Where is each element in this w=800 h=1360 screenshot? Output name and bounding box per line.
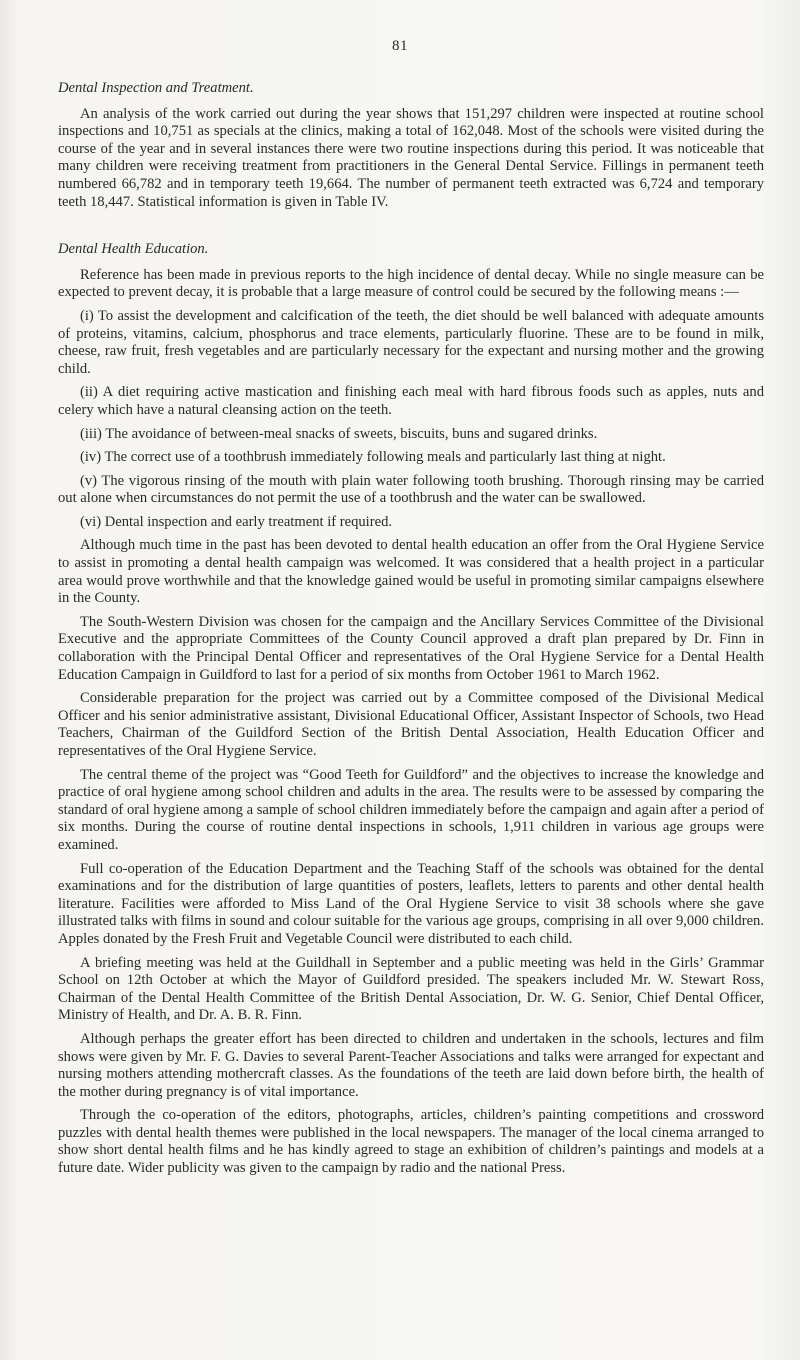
paragraph: The central theme of the project was “Good Teeth for Guildford” and the objectives to increase the knowledge and practice of oral hygiene among school children and adults in the area. The results were to be assessed by comparing the standard of oral hygiene among a sample of school children immediately before the campaign and again after a period of six months. During the course of routine dental inspections in schools, 1,911 children in various age groups were examined. [58,766,764,853]
paragraph: Although much time in the past has been devoted to dental health education an offer from the Oral Hygiene Service to assist in promoting a dental health campaign was welcomed. It was considered that a health project in a particular area would prove worthwhile and that the knowledge gained would be useful in promoting similar campaigns elsewhere in the County. [58,537,764,607]
paragraph: Through the co-operation of the editors, photographs, articles, children’s painting competitions and crossword puzzles with dental health themes were published in the local newspapers. The manager of the local cinema arranged to show short dental health films and he has kindly agreed to stage an exhibition of children’s paintings and models at a future date. Wider publicity was given to the campaign by radio and the national Press. [58,1107,764,1177]
paragraph-intro: Reference has been made in previous reports to the high incidence of dental decay. While no single measure can be expected to prevent decay, it is probable that a large measure of control could be secured by the following means :— [58,266,764,301]
paragraph: A briefing meeting was held at the Guildhall in September and a public meeting was held in the Girls’ Grammar School on 12th October at which the Mayor of Guildford presided. The speakers included Mr. W. Stewart Ross, Chairman of the Dental Health Committee of the British Dental Association, Dr. W. G. Senior, Chief Dental Officer, Ministry of Health, and Dr. A. B. R. Finn. [58,954,764,1024]
paragraph: Considerable preparation for the project was carried out by a Committee composed of the Divisional Medical Officer and his senior administrative assistant, Divisional Educational Officer, Assistant Inspector of Schools, two Head Teachers, Chairman of the Guildford Section of the British Dental Association, Health Education Officer and representatives of the Oral Hygiene Service. [58,690,764,759]
section-heading-dental-inspection: Dental Inspection and Treatment. [58,80,254,96]
paragraph: The South-Western Division was chosen for the campaign and the Ancillary Services Committee of the Divisional Executive and the appropriate Committees of the County Council approved a draft plan prepared by Dr. Finn in collaboration with the Principal Dental Officer and representatives of the Oral Hygiene Service for a Dental Health Education Campaign in Guildford to last for a period of six months from October 1961 to March 1962. [58,613,764,683]
paragraph-dental-inspection: An analysis of the work carried out during the year shows that 151,297 children were inspected at routine school inspections and 10,751 as specials at the clinics, making a total of 162,048. Most of the schools were visited during the course of the year and in several instances there were two routine inspections during this period. It was noticeable that many children were receiving treatment from practitioners in the General Dental Service. Fillings in permanent teeth numbered 66,782 and in temporary teeth 19,664. The number of permanent teeth extracted was 6,724 and temporary teeth 18,447. Statistical information is given in Table IV. [58,105,764,210]
list-item: (ii) A diet requiring active mastication and finishing each meal with hard fibrous foods such as apples, nuts and celery which have a natural cleansing action on the teeth. [58,384,764,418]
paragraph: Full co-operation of the Education Department and the Teaching Staff of the schools was obtained for the dental examinations and for the distribution of large quantities of posters, leaflets, letters to parents and other dental health literature. Facilities were afforded to Miss Land of the Oral Hygiene Service to visit 38 schools where she gave illustrated talks with films in sound and colour suitable for the various age groups, comprising in all over 9,000 children. Apples donated by the Fresh Fruit and Vegetable Council were distributed to each child. [58,860,764,947]
list-item: (vi) Dental inspection and early treatment if required. [80,513,393,530]
list-item: (iv) The correct use of a toothbrush immediately following meals and particularly last thing at night. [80,449,666,466]
page-body [58,80,764,1184]
section-heading-dental-health-education: Dental Health Education. [58,241,209,258]
section-spacer [58,217,764,241]
list-item: (i) To assist the development and calcification of the teeth, the diet should be well balanced with adequate amounts of proteins, vitamins, calcium, phosphorus and trace elements, particularly fluorine. These are to be found in milk, cheese, raw fruit, fresh vegetables and are particularly necessary for the expectant and nursing mother and the growing child. [58,307,764,377]
list-item: (v) The vigorous rinsing of the mouth with plain water following tooth brushing. Thorough rinsing may be carried out alone when circumstances do not permit the use of a toothbrush and the water can be swallowed. [58,472,764,507]
paragraph: Although perhaps the greater effort has been directed to children and undertaken in the schools, lectures and film shows were given by Mr. F. G. Davies to several Parent-Teacher Associations and talks were arranged for expectant and nursing mothers attending mothercraft classes. As the foundations of the teeth are laid down before birth, the health of the mother during pregnancy is of vital importance. [58,1030,764,1100]
list-item: (iii) The avoidance of between-meal snacks of sweets, biscuits, buns and sugared drinks. [80,425,598,442]
page-number: 81 [392,38,408,54]
